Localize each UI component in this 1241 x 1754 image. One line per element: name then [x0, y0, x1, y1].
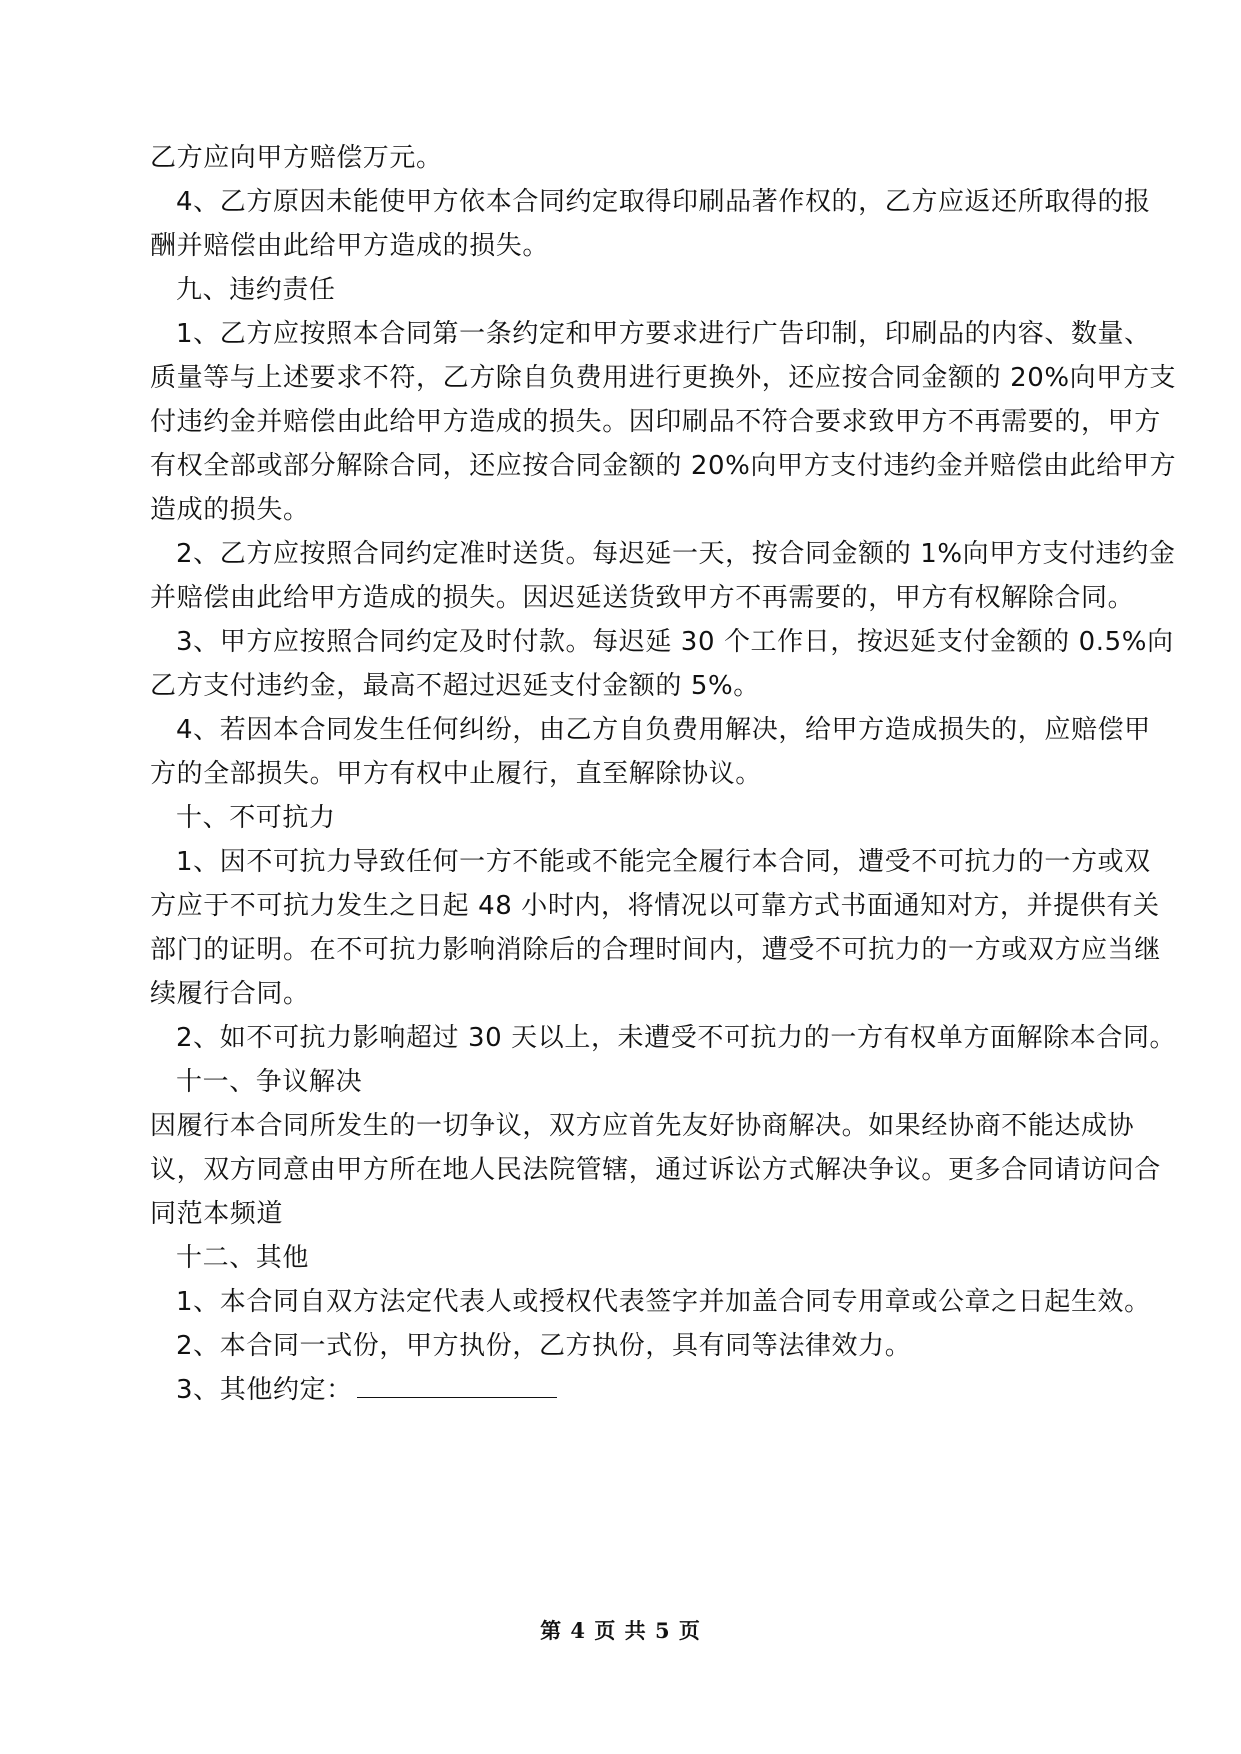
body-line: 议，双方同意由甲方所在地人民法院管辖，通过诉讼方式解决争议。更多合同请访问合: [150, 1155, 1161, 1185]
body-line: 付违约金并赔偿由此给甲方造成的损失。因印刷品不符合要求致甲方不再需要的，甲方: [150, 407, 1161, 437]
page-number: 第 4 页 共 5 页: [540, 1618, 701, 1643]
body-line: 方应于不可抗力发生之日起 48 小时内，将情况以可靠方式书面通知对方，并提供有关: [150, 891, 1160, 921]
body-line: 方的全部损失。甲方有权中止履行，直至解除协议。: [150, 759, 762, 789]
body-line: 质量等与上述要求不符，乙方除自负费用进行更换外，还应按合同金额的 20%向甲方支: [150, 363, 1177, 393]
body-line: 有权全部或部分解除合同，还应按合同金额的 20%向甲方支付违约金并赔偿由此给甲方: [150, 451, 1177, 481]
body-line: 同范本频道: [150, 1199, 284, 1229]
section-heading: 九、违约责任: [176, 275, 336, 305]
body-line: 乙方应向甲方赔偿万元。: [150, 143, 443, 173]
body-line: 4、乙方原因未能使甲方依本合同约定取得印刷品著作权的，乙方应返还所取得的报: [176, 187, 1151, 217]
body-line: 2、乙方应按照合同约定准时送货。每迟延一天，按合同金额的 1%向甲方支付违约金: [176, 539, 1176, 569]
body-line: 1、本合同自双方法定代表人或授权代表签字并加盖合同专用章或公章之日起生效。: [176, 1287, 1151, 1317]
section-heading: 十一、争议解决: [176, 1067, 363, 1097]
body-line: 酬并赔偿由此给甲方造成的损失。: [150, 231, 550, 261]
section-heading: 十二、其他: [176, 1243, 310, 1273]
body-line: 2、如不可抗力影响超过 30 天以上，未遭受不可抗力的一方有权单方面解除本合同。: [176, 1023, 1177, 1053]
body-line: 2、本合同一式份，甲方执份，乙方执份，具有同等法律效力。: [176, 1331, 912, 1361]
other-agreement-label: 3、其他约定：: [176, 1375, 353, 1405]
other-agreement-line: [176, 1373, 1100, 1407]
body-line: 部门的证明。在不可抗力影响消除后的合理时间内，遭受不可抗力的一方或双方应当继: [150, 935, 1161, 965]
fill-in-blank[interactable]: [357, 1373, 557, 1398]
body-line: 1、乙方应按照本合同第一条约定和甲方要求进行广告印制，印刷品的内容、数量、: [176, 319, 1151, 349]
body-line: 1、因不可抗力导致任何一方不能或不能完全履行本合同，遭受不可抗力的一方或双: [176, 847, 1151, 877]
body-line: 并赔偿由此给甲方造成的损失。因迟延送货致甲方不再需要的，甲方有权解除合同。: [150, 583, 1135, 613]
body-line: 因履行本合同所发生的一切争议，双方应首先友好协商解决。如果经协商不能达成协: [150, 1111, 1135, 1141]
body-line: 3、甲方应按照合同约定及时付款。每迟延 30 个工作日，按迟延支付金额的 0.5%向: [176, 627, 1174, 657]
section-heading: 十、不可抗力: [176, 803, 336, 833]
body-line: 乙方支付违约金，最高不超过迟延支付金额的 5%。: [150, 671, 760, 701]
body-line: 4、若因本合同发生任何纠纷，由乙方自负费用解决，给甲方造成损失的，应赔偿甲: [176, 715, 1151, 745]
body-line: 造成的损失。: [150, 495, 310, 525]
body-line: 续履行合同。: [150, 979, 310, 1009]
